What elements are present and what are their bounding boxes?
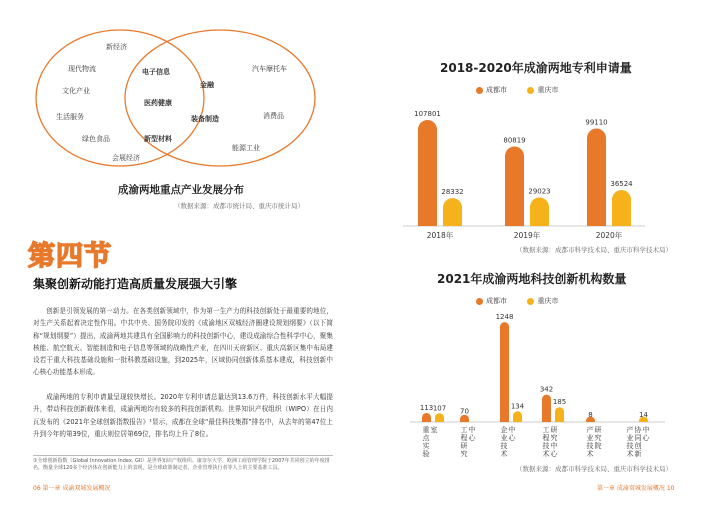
x-tick-label: 产业技术协同创新中心: [626, 426, 650, 458]
bar-chengdu: [542, 395, 551, 422]
legend-dot: [527, 298, 534, 305]
venn-label: 现代物流: [68, 65, 96, 73]
bar-chongqing: [435, 413, 444, 422]
data-label: 342: [539, 385, 554, 394]
x-tick-label: 重点实验室: [422, 426, 438, 458]
legend-item-chengdu: [476, 297, 507, 305]
chart1-title: 2018-2020年成渝两地专利申请量: [440, 61, 632, 75]
venn-label: 能源工业: [232, 144, 260, 152]
data-label: 107801: [414, 109, 441, 118]
chart2-legend: [476, 296, 558, 306]
data-label: 99110: [585, 118, 608, 127]
bar-chongqing: [612, 190, 631, 226]
paragraph-text: 成渝两地的专利申请量呈现较快增长。2020年专利申请总量达到13.6万件，科技创新水平大幅提升，带动科技创新载体来看，成渝两地均有较多的科技创新机构。世界知识产权组织（WIPO）在日内瓦发布的《2021年全球创新指数报告》¹显示，成都在全球“最佳科技集群”排名中，从去年的第47位上升到今年的第39位，重庆则位居第69位，排名均上升了8位。: [33, 393, 333, 438]
body-paragraph-1: [33, 305, 333, 379]
legend-item-chengdu: [476, 86, 507, 94]
x-tick-label: 工程技术研究中心: [542, 426, 558, 458]
venn-source: （数据来源：成都市统计局、重庆市统计局）: [174, 202, 304, 210]
bar-chengdu: [587, 129, 606, 226]
chart1-source: （数据来源：成都市科学技术局、重庆市科学技术局）: [516, 246, 672, 254]
venn-label: 新经济: [106, 43, 127, 51]
bar-chongqing: [555, 407, 564, 422]
x-tick-label: 2019年: [513, 231, 541, 240]
legend-item-chongqing: [527, 86, 558, 94]
venn-label: 装备制造: [191, 115, 219, 123]
data-label: 14: [639, 411, 648, 419]
legend-label: 成都市: [486, 297, 507, 305]
bar-chengdu: [500, 322, 509, 422]
bar-chengdu: [422, 413, 431, 422]
chart2-svg: [400, 308, 675, 464]
venn-circles: [20, 22, 320, 172]
data-label: 113: [419, 403, 434, 412]
data-label: 134: [510, 402, 525, 411]
venn-label: 消费品: [263, 112, 284, 120]
x-tick-label: 工程研究中心: [460, 426, 476, 458]
venn-diagram: [20, 22, 320, 172]
venn-label: 电子信息: [142, 68, 170, 76]
chart1-legend: [476, 85, 558, 95]
venn-label: 新型材料: [144, 135, 172, 143]
footnote-divider: [33, 455, 333, 456]
legend-dot: [476, 87, 483, 94]
venn-caption: 成渝两地重点产业发展分布: [118, 184, 244, 196]
x-tick-label: 2020年: [595, 231, 623, 240]
footer-left: 06 第一章 成渝双城发展概况: [33, 485, 111, 492]
legend-dot: [476, 298, 483, 305]
chart2-title: 2021年成渝两地科技创新机构数量: [437, 272, 627, 286]
bar-chongqing: [530, 197, 549, 226]
legend-label: 成都市: [486, 86, 507, 94]
data-label: 1248: [495, 313, 514, 322]
venn-label: 医药健康: [144, 99, 172, 107]
data-label: 80819: [503, 136, 526, 145]
data-label: 36524: [610, 180, 633, 189]
body-paragraph-2: [33, 391, 333, 440]
section-number: 第四节: [28, 241, 112, 272]
x-tick-label: 企业技术中心: [500, 426, 516, 458]
venn-label: 金融: [200, 81, 214, 89]
venn-label: 文化产业: [62, 87, 90, 95]
data-label: 70: [460, 407, 469, 416]
venn-label: 生活服务: [56, 113, 84, 121]
data-label: 8: [588, 411, 593, 419]
chart1-svg: [395, 98, 655, 248]
legend-dot: [527, 87, 534, 94]
venn-label: 会展经济: [112, 154, 140, 162]
legend-label: 重庆市: [537, 297, 559, 305]
bar-chengdu: [418, 120, 437, 226]
bar-chengdu: [505, 147, 524, 226]
data-label: 28332: [441, 188, 464, 197]
bar-chongqing: [513, 411, 522, 422]
data-label: 29023: [528, 187, 551, 196]
data-label: 185: [552, 398, 567, 407]
footer-right: 第一章 成渝双城发展概况 10: [597, 485, 675, 492]
x-tick-label: 产业技术研究院: [586, 426, 602, 458]
bar-chongqing: [443, 198, 462, 226]
legend-label: 重庆市: [537, 86, 559, 94]
legend-item-chongqing: [527, 297, 558, 305]
chart2-source: （数据来源：成都市科学技术局、重庆市科学技术局）: [516, 465, 672, 473]
section-heading: 集聚创新动能打造高质量发展强大引擎: [33, 277, 238, 291]
data-label: 107: [432, 404, 447, 413]
bar-chengdu: [460, 415, 469, 422]
footnote: ①全球创新指数（Global Innovation Index, GII）是世界知识产权组织、康奈尔大学、欧洲工商管理学院于2007年共同创立的年度排名，衡量全球120多个经济体在创新能力上的表现，是全球政策制定者、企业管理执行者等人士的主要基准工具。: [33, 458, 330, 471]
venn-label: 绿色食品: [82, 135, 110, 143]
paragraph-text: 创新是引领发展的第一动力。在各类创新领域中，作为第一生产力的科技创新处于最重要的地位，对生产关系起着决定性作用。中共中央、国务院印发的《成渝地区双城经济圈建设规划纲要》（以下简称“规划纲要”）提出，成渝两地共建具有全国影响力的科技创新中心，建设成渝综合性科学中心，聚集核能、航空航天、智能制造和电子信息等领域的战略性产业，在四川天府新区、重庆高新区集中布局建设若干重大科技基础设施和一批科教基础设施，到2025年，区域协同创新体系基本建成，科技创新中心核心功能基本形成。: [33, 307, 333, 377]
venn-label: 汽车摩托车: [252, 65, 287, 73]
x-tick-label: 2018年: [426, 231, 454, 240]
